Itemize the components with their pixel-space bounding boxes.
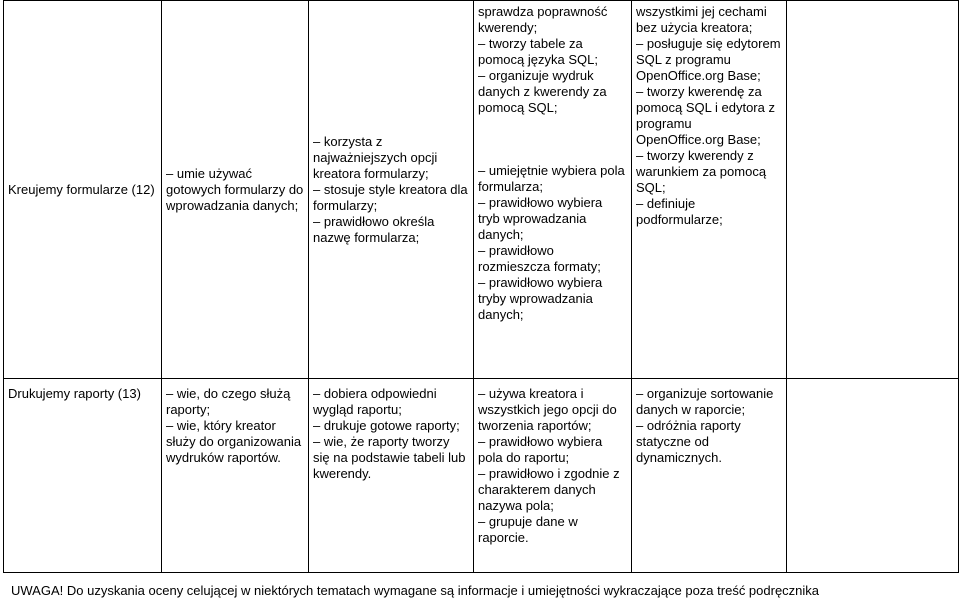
grade-cell-6 xyxy=(787,1,959,379)
requirement-text: – wie, do czego służą raporty; xyxy=(166,386,291,417)
requirement-text: – definiuje podformularze; xyxy=(636,196,723,227)
grade-cell-4 xyxy=(474,1,632,379)
requirement-text: sprawdza poprawność kwerendy; xyxy=(478,4,608,35)
grade-cell-2 xyxy=(162,1,309,379)
grade-cell-3 xyxy=(309,1,474,379)
grade-cell-2 xyxy=(162,379,309,573)
requirement-text: – używa kreatora i wszystkich jego opcji do tworzenia raportów; xyxy=(478,386,617,433)
requirement-text: – grupuje dane w raporcie. xyxy=(478,514,578,545)
grade-cell-5 xyxy=(632,1,787,379)
requirement-text: – posługuje się edytorem SQL z programu OpenOffice.org Base; xyxy=(636,36,781,83)
grade-cell-4 xyxy=(474,379,632,573)
topic-cell xyxy=(4,1,162,379)
requirement-text: – dobiera odpowiedni wygląd raportu; xyxy=(313,386,437,417)
grade-cell-6 xyxy=(787,379,959,573)
footnote-warning: UWAGA! Do uzyskania oceny celującej w niektórych tematach wymagane są informacje i umiejętności wykraczające poza treść podręcznika xyxy=(11,583,820,598)
requirement-text: – odróżnia raporty statyczne od dynamicznych. xyxy=(636,418,741,465)
requirement-text: – drukuje gotowe raporty; xyxy=(313,418,460,433)
table-row xyxy=(4,379,959,573)
requirement-text: – korzysta z najważniejszych opcji kreatora formularzy; xyxy=(313,133,438,181)
table-row xyxy=(4,1,959,379)
requirement-text: – organizuje wydruk danych z kwerendy za pomocą SQL; xyxy=(478,68,607,115)
requirement-text: – prawidłowo wybiera tryby wprowadzania danych; xyxy=(478,275,603,322)
grade-cell-5 xyxy=(632,379,787,573)
spacer xyxy=(478,116,627,163)
requirement-text: – tworzy kwerendę za pomocą SQL i edytora z programu OpenOffice.org Base; xyxy=(636,84,775,147)
requirement-text: – umiejętnie wybiera pola formularza; xyxy=(478,163,625,194)
requirement-text: – prawidłowo i zgodnie z charakterem danych nazywa pola; xyxy=(478,466,620,513)
requirement-text: – stosuje style kreatora dla formularzy; xyxy=(313,181,468,213)
requirement-text: – prawidłowo rozmieszcza formaty; xyxy=(478,243,601,274)
requirement-text: – organizuje sortowanie danych w raporcie; xyxy=(636,386,774,417)
requirement-text: wszystkimi jej cechami bez użycia kreatora; xyxy=(636,4,767,35)
requirement-text: – prawidłowo określa nazwę formularza; xyxy=(313,213,435,245)
requirement-text: – wie, że raporty tworzy się na podstawie tabeli lub kwerendy. xyxy=(313,434,466,481)
topic-text: Drukujemy raporty (13) xyxy=(8,386,141,401)
requirement-text: – prawidłowo wybiera pola do raportu; xyxy=(478,434,603,465)
grade-cell-3 xyxy=(309,379,474,573)
requirement-text: – wie, który kreator służy do organizowania wydruków raportów. xyxy=(166,418,302,465)
requirement-text: – tworzy kwerendy z warunkiem za pomocą SQL; xyxy=(636,148,767,195)
topic-cell xyxy=(4,379,162,573)
requirements-table xyxy=(3,0,959,573)
requirement-text: – umie używać gotowych formularzy do wprowadzania danych; xyxy=(166,165,304,213)
requirement-text: – prawidłowo wybiera tryb wprowadzania danych; xyxy=(478,195,603,242)
requirement-text: – tworzy tabele za pomocą języka SQL; xyxy=(478,36,598,67)
topic-text: Kreujemy formularze (12) xyxy=(8,181,155,197)
